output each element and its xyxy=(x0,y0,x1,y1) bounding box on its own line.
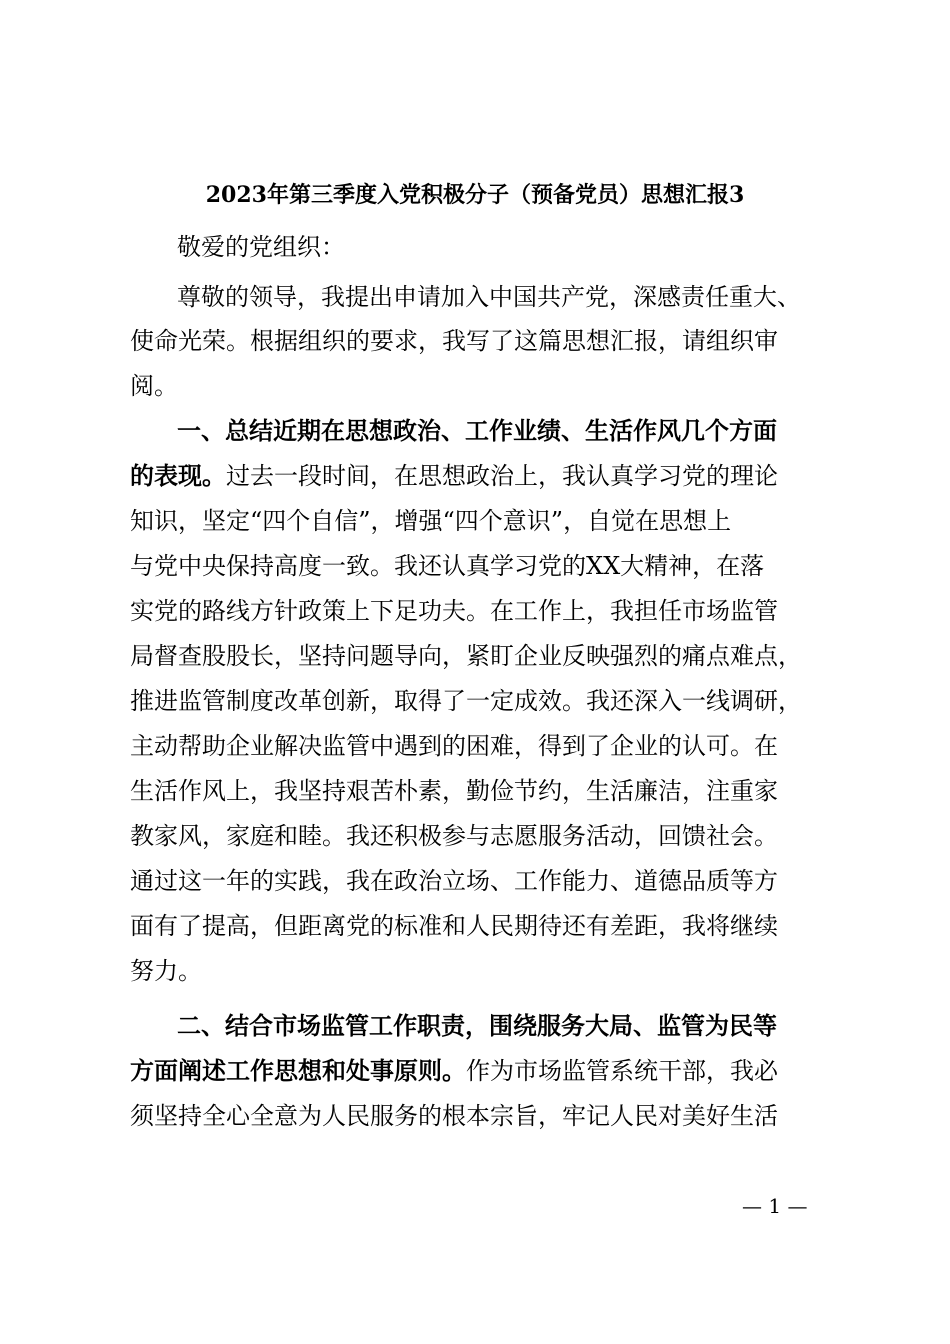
section1-line: 知识，坚定“四个自信”，增强“四个意识”，自觉在思想上 xyxy=(130,507,732,535)
intro-line: 使命光荣。根据组织的要求，我写了这篇思想汇报，请组织审 xyxy=(130,327,778,355)
section1-text: 过去一段时间，在思想政治上，我认真学习党的理论 xyxy=(226,462,778,490)
section2-heading-end: 方面阐述工作思想和处事原则。 xyxy=(130,1056,466,1085)
page-number: — 1 — xyxy=(742,1194,808,1218)
section2-line xyxy=(130,1056,778,1086)
document-title: 2023年第三季度入党积极分子（预备党员）思想汇报3 xyxy=(205,182,745,208)
section1-line xyxy=(130,461,778,491)
intro-line: 阅。 xyxy=(130,372,178,400)
section1-line: 主动帮助企业解决监管中遇到的困难，得到了企业的认可。在 xyxy=(130,732,778,760)
section2-line: 须坚持全心全意为人民服务的根本宗旨，牢记人民对美好生活 xyxy=(130,1102,778,1130)
section1-line: 通过这一年的实践，我在政治立场、工作能力、道德品质等方 xyxy=(130,867,778,895)
section1-line: 与党中央保持高度一致。我还认真学习党的XX大精神，在落 xyxy=(130,552,765,580)
section1-line: 局督查股股长，坚持问题导向，紧盯企业反映强烈的痛点难点， xyxy=(130,642,802,670)
section1-line: 生活作风上，我坚持艰苦朴素，勤俭节约，生活廉洁，注重家 xyxy=(130,777,778,805)
section1-line: 面有了提高，但距离党的标准和人民期待还有差距，我将继续 xyxy=(130,912,778,940)
section1-line: 实党的路线方针政策上下足功夫。在工作上，我担任市场监管 xyxy=(130,597,778,625)
section1-heading-end: 的表现。 xyxy=(130,461,226,490)
section1-line: 教家风，家庭和睦。我还积极参与志愿服务活动，回馈社会。 xyxy=(130,822,778,850)
section1-heading: 一、总结近期在思想政治、工作业绩、生活作风几个方面 xyxy=(177,416,777,445)
section1-line: 推进监管制度改革创新，取得了一定成效。我还深入一线调研， xyxy=(130,687,802,715)
section2-text: 作为市场监管系统干部，我必 xyxy=(466,1057,778,1085)
salutation: 敬爱的党组织： xyxy=(177,233,345,261)
section2-heading: 二、结合市场监管工作职责，围绕服务大局、监管为民等 xyxy=(177,1011,777,1040)
intro-line: 尊敬的领导，我提出申请加入中国共产党，深感责任重大、 xyxy=(177,283,801,311)
section1-line: 努力。 xyxy=(130,957,202,985)
